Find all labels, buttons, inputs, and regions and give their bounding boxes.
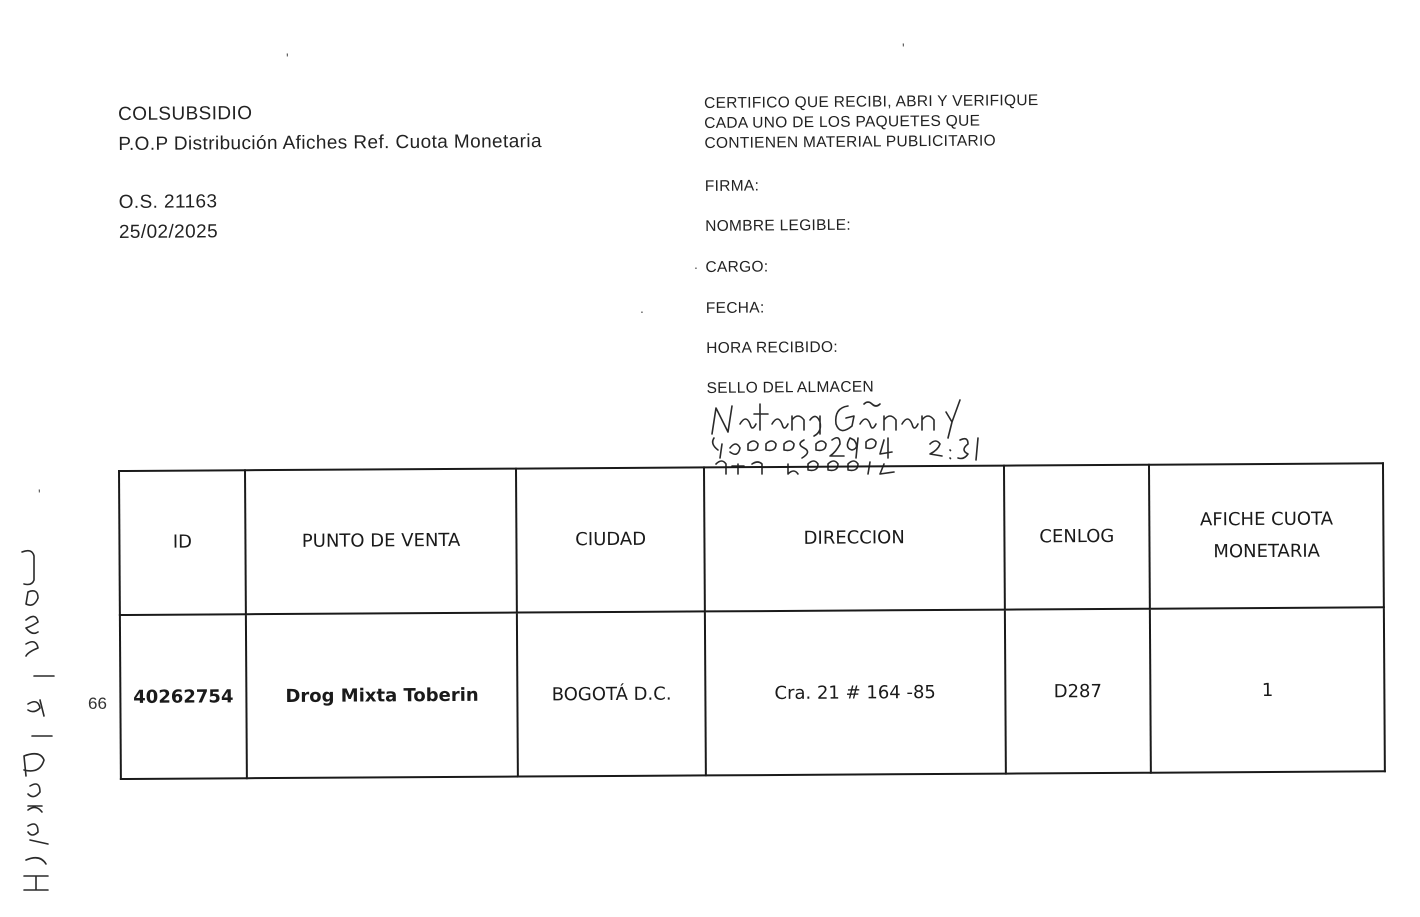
header-spacer [118,157,542,188]
column-header-afiche-line: MONETARIA [1213,540,1321,563]
order-number: O.S. 21163 [118,191,218,213]
table-row [120,607,1385,779]
cell-cenlog: D287 [1004,609,1151,774]
distribution-table [118,462,1386,780]
firma-field: FIRMA: [704,177,760,195]
column-header-afiche-line: AFICHE CUOTA [1199,508,1334,531]
nombre-field: NOMBRE LEGIBLE: [705,216,851,235]
column-header-punto-venta: PUNTO DE VENTA [245,469,517,615]
certification-line: CADA UNO DE LOS PAQUETES QUE [704,112,981,132]
fecha-field: FECHA: [705,299,765,317]
scan-speck: ' [38,486,41,502]
hora-field: HORA RECIBIDO: [706,338,838,357]
certification-block [704,91,1039,397]
column-header-direccion: DIRECCION [704,466,1004,612]
cell-direccion: Cra. 21 # 164 -85 [705,610,1005,776]
cell-ciudad: BOGOTÁ D.C. [517,611,706,776]
cell-afiche: 1 [1150,607,1385,772]
sello-field: SELLO DEL ALMACEN [706,378,874,397]
cell-id: 40262754 [120,614,247,779]
document-header [118,97,543,248]
scan-speck: . [694,256,698,272]
table-header-row [119,463,1384,615]
company-name: COLSUBSIDIO [118,103,253,125]
cell-punto-venta: Drog Mixta Toberin [246,613,518,779]
handwritten-signature [708,394,1028,476]
scan-speck: ' [286,50,289,66]
column-header-id: ID [119,470,246,615]
cargo-field: CARGO: [705,258,769,276]
column-header-ciudad: CIUDAD [516,467,705,612]
column-header-afiche [1149,463,1384,608]
side-handwritten-annotation [4,540,68,900]
certification-line: CERTIFICO QUE RECIBI, ABRI Y VERIFIQUE [704,92,1039,112]
certification-line: CONTIENEN MATERIAL PUBLICITARIO [704,132,996,152]
order-date: 25/02/2025 [118,221,219,243]
row-number: 66 [88,694,107,713]
column-header-cenlog: CENLOG [1004,465,1151,610]
scan-speck: ' [902,40,905,56]
scan-speck: . [640,300,644,316]
document-subtitle: P.O.P Distribución Afiches Ref. Cuota Monetaria [118,131,543,155]
